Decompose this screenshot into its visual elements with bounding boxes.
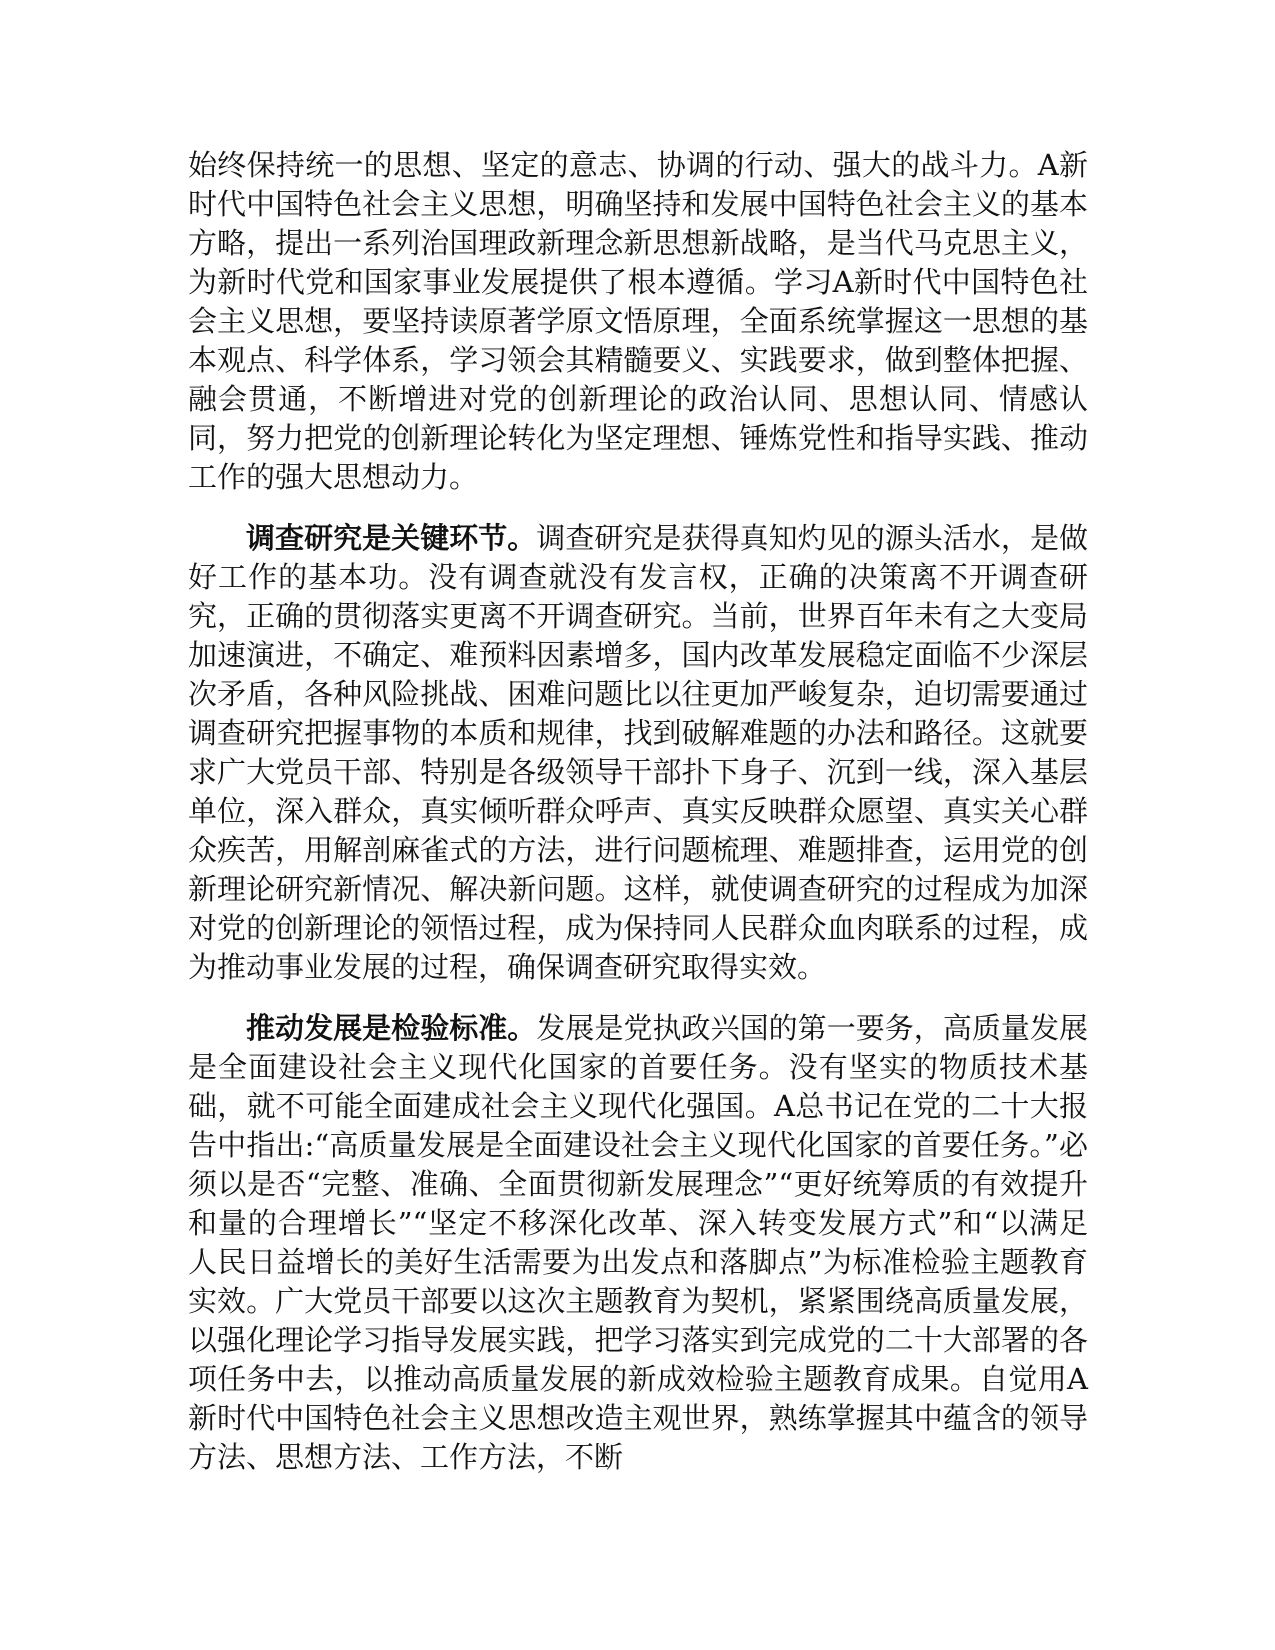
document-body [188, 146, 1088, 1477]
paragraph-1 [188, 146, 1088, 497]
paragraph-3-heading: 推动发展是检验标准。 [246, 1011, 537, 1045]
paragraph-3-text: 发展是党执政兴国的第一要务，高质量发展是全面建设社会主义现代化国家的首要任务。没有坚实的物质技术基础，就不可能全面建成社会主义现代化强国。A总书记在党的二十大报告中指出:“高质量发展是全面建设社会主义现代化国家的首要任务。”必须以是否“完整、准确、全面贯彻新发展理念”“更好统筹质的有效提升和量的合理增长”“坚定不移深化改革、深入转变发展方式”和“以满足人民日益增长的美好生活需要为出发点和落脚点”为标准检验主题教育实效。广大党员干部要以这次主题教育为契机，紧紧围绕高质量发展，以强化理论学习指导发展实践，把学习落实到完成党的二十大部署的各项任务中去，以推动高质量发展的新成效检验主题教育成果。自觉用A新时代中国特色社会主义思想改造主观世界，熟练掌握其中蕴含的领导方法、思想方法、工作方法，不断 [188, 1011, 1088, 1474]
paragraph-2-text: 调查研究是获得真知灼见的源头活水，是做好工作的基本功。没有调查就没有发言权，正确的决策离不开调查研究，正确的贯彻落实更离不开调查研究。当前，世界百年未有之大变局加速演进，不确定、难预料因素增多，国内改革发展稳定面临不少深层次矛盾，各种风险挑战、困难问题比以往更加严峻复杂，迫切需要通过调查研究把握事物的本质和规律，找到破解难题的办法和路径。这就要求广大党员干部、特别是各级领导干部扑下身子、沉到一线，深入基层单位，深入群众，真实倾听群众呼声、真实反映群众愿望、真实关心群众疾苦，用解剖麻雀式的方法，进行问题梳理、难题排查，运用党的创新理论研究新情况、解决新问题。这样，就使调查研究的过程成为加深对党的创新理论的领悟过程，成为保持同人民群众血肉联系的过程，成为推动事业发展的过程，确保调查研究取得实效。 [188, 521, 1088, 984]
paragraph-2 [188, 519, 1088, 987]
paragraph-1-text: 始终保持统一的思想、坚定的意志、协调的行动、强大的战斗力。A新时代中国特色社会主义思想，明确坚持和发展中国特色社会主义的基本方略，提出一系列治国理政新理念新思想新战略，是当代马克思主义，为新时代党和国家事业发展提供了根本遵循。学习A新时代中国特色社会主义思想，要坚持读原著学原文悟原理，全面系统掌握这一思想的基本观点、科学体系，学习领会其精髓要义、实践要求，做到整体把握、融会贯通，不断增进对党的创新理论的政治认同、思想认同、情感认同，努力把党的创新理论转化为坚定理想、锤炼党性和指导实践、推动工作的强大思想动力。 [188, 148, 1088, 494]
paragraph-3 [188, 1009, 1088, 1477]
paragraph-2-heading: 调查研究是关键环节。 [246, 521, 537, 555]
